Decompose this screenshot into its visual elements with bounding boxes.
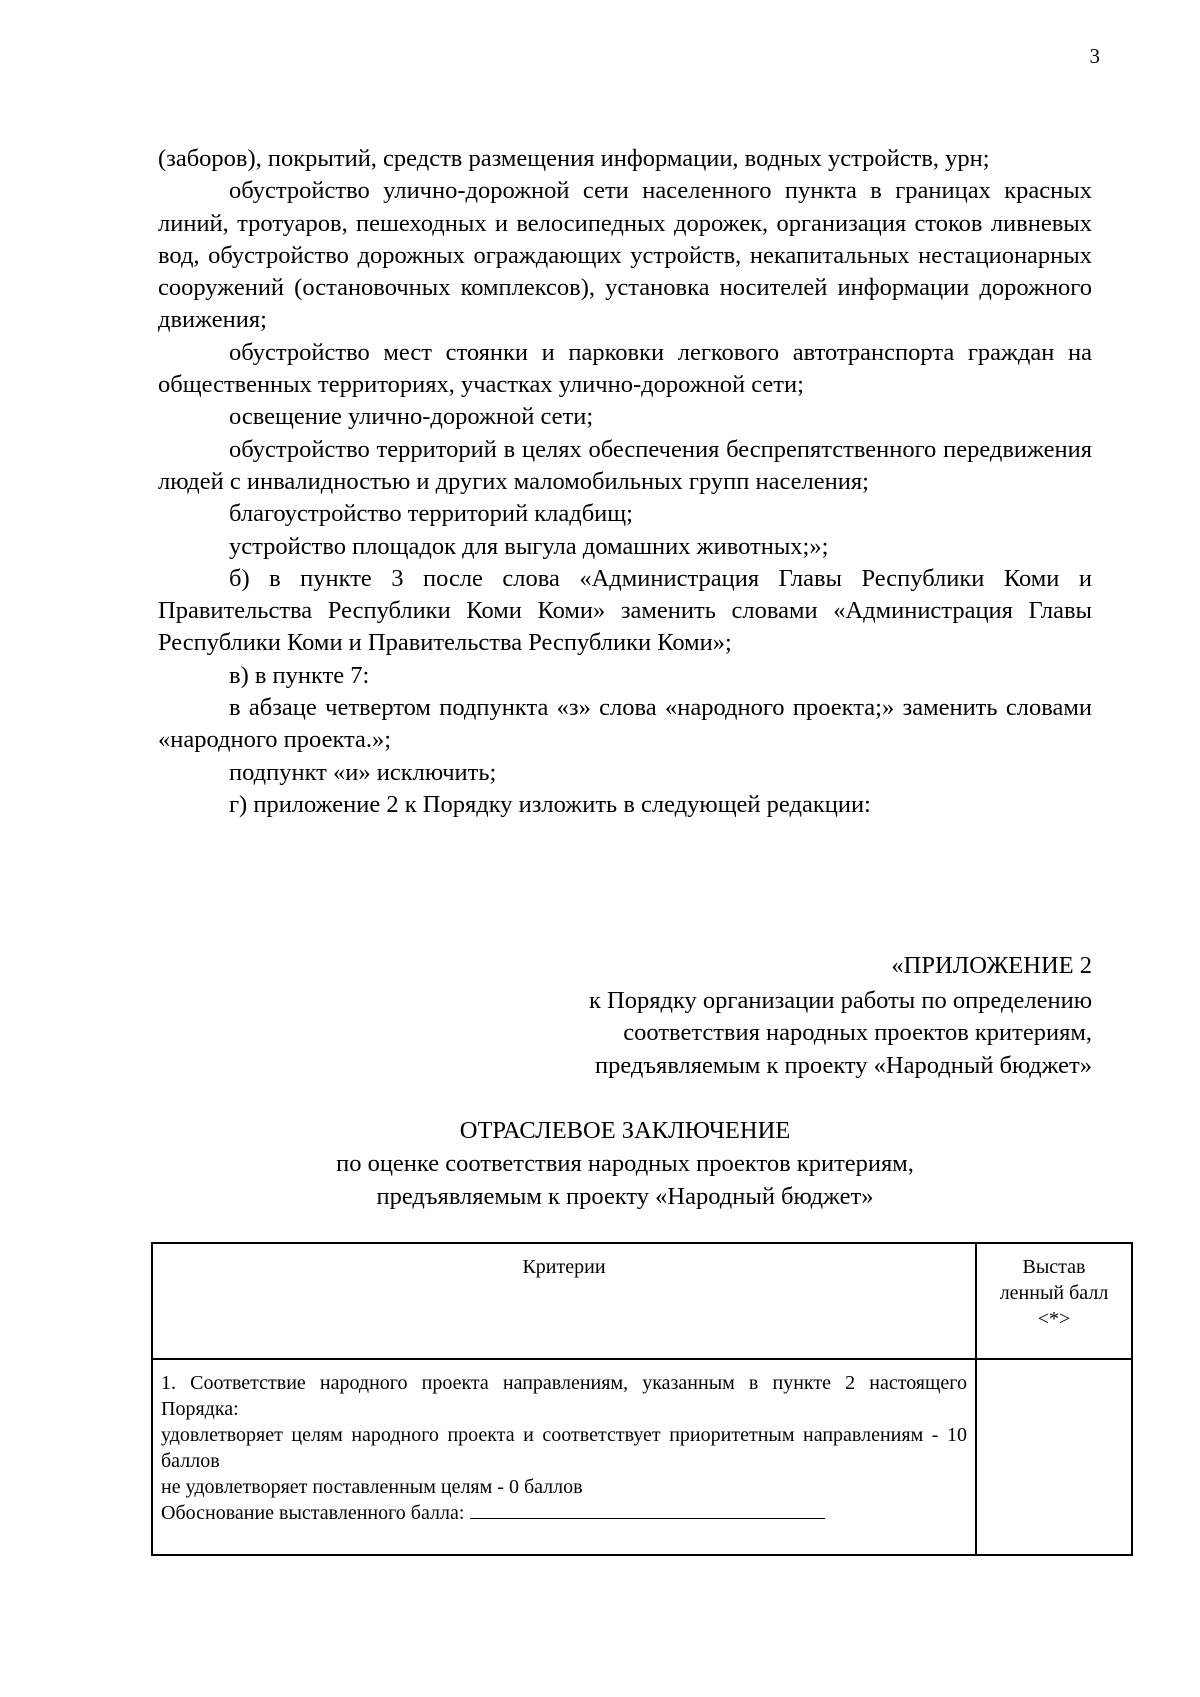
criteria-table <box>151 1242 1133 1556</box>
paragraph: устройство площадок для выгула домашних животных;»; <box>229 532 829 560</box>
document-subtitle: предъявляемым к проекту «Народный бюджет» <box>376 1183 874 1210</box>
appendix-line: к Порядку организации работы по определению <box>589 986 1092 1014</box>
criteria-line: не удовлетворяет поставленным целям - 0 баллов <box>161 1476 583 1498</box>
justification-blank-field[interactable] <box>470 1500 825 1519</box>
document-heading: ОТРАСЛЕВОЕ ЗАКЛЮЧЕНИЕ <box>459 1117 791 1144</box>
criteria-line: 1. Соответствие народного проекта направлениям, указанным в пункте 2 настоящего Порядка: <box>161 1372 967 1420</box>
header-score-line: <*> <box>1037 1308 1071 1330</box>
paragraph: подпункт «и» исключить; <box>229 758 497 786</box>
paragraph: обустройство улично-дорожной сети населенного пункта в границах красных линий, тротуаров, пешеходных и велосипедных дорожек, организация стоков ливневых вод, обустройство дорожных ограждающих устройств, некапитальных нестационарных сооружений (остановочных комплексов), установка носителей информации дорожного движения; <box>158 177 1092 334</box>
document-subtitle: по оценке соответствия народных проектов критериям, <box>336 1150 914 1177</box>
paragraph: благоустройство территорий кладбищ; <box>229 500 633 528</box>
appendix-title: «ПРИЛОЖЕНИЕ 2 <box>891 952 1092 979</box>
paragraph: обустройство территорий в целях обеспечения беспрепятственного передвижения людей с инвалидностью и других маломобильных групп населения; <box>158 435 1092 495</box>
page-number: 3 <box>1089 44 1100 68</box>
appendix-line: соответствия народных проектов критериям, <box>623 1019 1092 1046</box>
paragraph: в) в пункте 7: <box>229 661 370 689</box>
header-score <box>976 1243 1132 1359</box>
justification-label: Обоснование выставленного балла: <box>161 1502 465 1524</box>
criteria-cell <box>152 1359 976 1555</box>
header-score-line: Выстав <box>1022 1256 1086 1278</box>
appendix-header <box>158 950 1092 1082</box>
criteria-line: удовлетворяет целям народного проекта и соответствует приоритетным направлениям - 10 баллов <box>161 1424 967 1472</box>
table-row <box>152 1359 1132 1555</box>
paragraph: обустройство мест стоянки и парковки легкового автотранспорта граждан на общественных территориях, участках улично-дорожной сети; <box>158 338 1092 399</box>
header-score-line: ленный балл <box>999 1282 1109 1304</box>
table-header-row <box>152 1243 1132 1359</box>
score-cell[interactable] <box>976 1359 1132 1555</box>
paragraph: (заборов), покрытий, средств размещения информации, водных устройств, урн; <box>158 145 990 172</box>
document-title <box>158 1114 1092 1213</box>
paragraph: б) в пункте 3 после слова «Администрация Главы Республики Коми и Правительства Республики Коми Коми» заменить словами «Администрация Главы Республики Коми и Правительства Республики Коми»; <box>158 564 1092 657</box>
appendix-line: предъявляемым к проекту «Народный бюджет» <box>595 1051 1092 1079</box>
header-criteria: Критерии <box>152 1243 976 1359</box>
paragraph: освещение улично-дорожной сети; <box>229 403 594 431</box>
paragraph: г) приложение 2 к Порядку изложить в следующей редакции: <box>229 790 871 818</box>
justification-line <box>161 1500 967 1526</box>
paragraph: в абзаце четвертом подпункта «з» слова «народного проекта;» заменить словами «народного проекта.»; <box>158 694 1092 754</box>
body-text <box>158 143 1092 821</box>
